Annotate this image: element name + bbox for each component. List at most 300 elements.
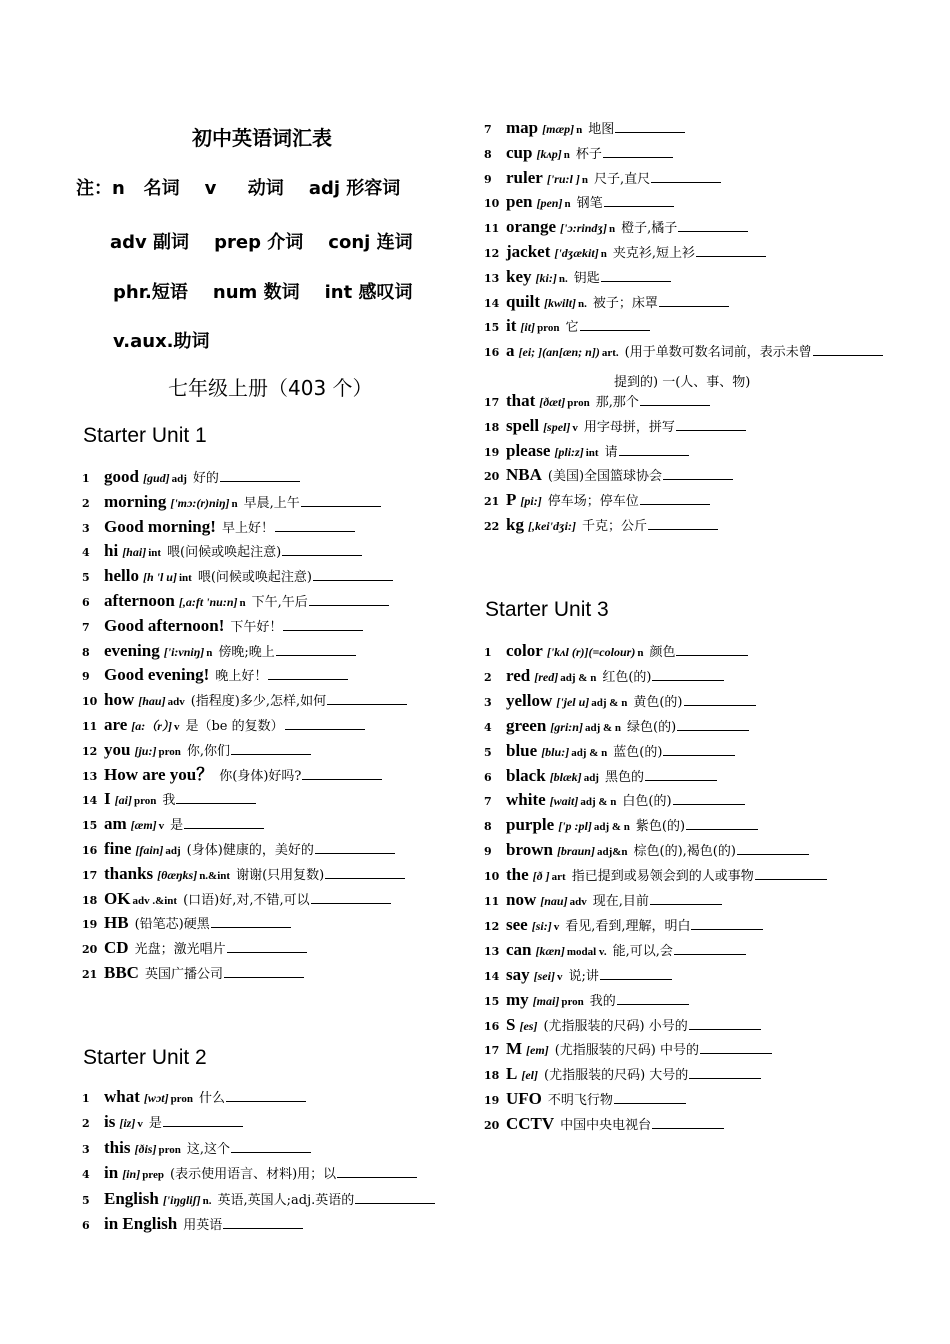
answer-blank[interactable] xyxy=(663,479,733,480)
english-word: this xyxy=(104,1137,131,1157)
answer-blank[interactable] xyxy=(689,1029,761,1030)
answer-blank[interactable] xyxy=(327,704,407,705)
answer-blank[interactable] xyxy=(325,878,405,879)
english-word: CD xyxy=(104,938,129,958)
part-of-speech: adj & n xyxy=(571,746,608,759)
chinese-meaning: (用于单数可数名词前，表示未曾 xyxy=(624,345,812,361)
word-entry xyxy=(82,912,291,936)
chinese-meaning: 你,你们 xyxy=(186,743,231,759)
chinese-meaning: 停车场；停车位 xyxy=(547,494,639,510)
entry-number: 10 xyxy=(484,870,500,884)
answer-blank[interactable] xyxy=(691,929,763,930)
answer-blank[interactable] xyxy=(648,529,718,530)
answer-blank[interactable] xyxy=(268,679,348,680)
entry-number: 4 xyxy=(484,720,492,734)
answer-blank[interactable] xyxy=(652,680,724,681)
chinese-meaning: 早晨,上午 xyxy=(243,495,300,511)
phonetic: [em] xyxy=(526,1043,549,1058)
answer-blank[interactable] xyxy=(615,132,685,133)
word-entry xyxy=(484,415,746,439)
entry-number: 15 xyxy=(484,321,500,335)
entry-number: 1 xyxy=(484,646,492,659)
entry-16-continuation: 提到的) 一(人、事、物) xyxy=(614,375,751,390)
chinese-meaning: 喂(问候或唤起注意) xyxy=(197,570,312,586)
english-word: jacket xyxy=(506,242,551,261)
part-of-speech: n xyxy=(206,646,213,659)
part-of-speech: v xyxy=(173,721,180,733)
word-entry xyxy=(484,216,748,240)
word-entry xyxy=(82,863,405,887)
chinese-meaning: 颜色 xyxy=(649,645,676,660)
english-word: How are you？ xyxy=(104,764,214,784)
chinese-meaning: 橙子,橘子 xyxy=(621,221,678,237)
word-entry xyxy=(82,689,407,713)
chinese-meaning: 用字母拼，拼写 xyxy=(583,419,675,435)
word-entry xyxy=(484,142,673,166)
english-word: orange xyxy=(506,217,557,237)
part-of-speech: adj&n xyxy=(596,846,628,859)
chinese-meaning: (尤指服装的尺码) 小号的 xyxy=(543,1018,688,1034)
answer-blank[interactable] xyxy=(684,705,756,706)
entry-number: 12 xyxy=(82,744,98,758)
answer-blank[interactable] xyxy=(231,1152,311,1153)
english-word: BBC xyxy=(104,963,139,982)
word-list-starter2-part2 xyxy=(484,117,904,547)
answer-blank[interactable] xyxy=(275,531,355,532)
part-of-speech: n xyxy=(576,124,583,136)
word-entry xyxy=(484,914,763,938)
chinese-meaning: 黑色的 xyxy=(604,769,644,785)
word-entry xyxy=(484,1038,772,1062)
answer-blank[interactable] xyxy=(227,952,307,953)
word-entry xyxy=(484,864,827,888)
english-word: how xyxy=(104,690,135,710)
chinese-meaning: 下午,午后 xyxy=(251,595,308,610)
part-of-speech: int xyxy=(148,547,162,560)
word-entry xyxy=(82,1137,311,1161)
answer-blank[interactable] xyxy=(673,804,745,805)
word-entry xyxy=(484,839,809,863)
entry-number: 18 xyxy=(484,420,500,434)
chinese-meaning: 现在,目前 xyxy=(592,894,649,909)
answer-blank[interactable] xyxy=(676,655,748,656)
answer-blank[interactable] xyxy=(650,904,722,905)
entry-number: 12 xyxy=(484,247,500,260)
answer-blank[interactable] xyxy=(659,306,729,307)
chinese-meaning: (口语)好,对,不错,可以 xyxy=(183,892,310,908)
entry-number: 13 xyxy=(484,271,500,285)
answer-blank[interactable] xyxy=(676,430,746,431)
entry-number: 12 xyxy=(484,919,500,933)
chinese-meaning: 尺子,直尺 xyxy=(593,171,651,187)
word-entry xyxy=(484,1063,761,1087)
english-word: purple xyxy=(506,815,555,835)
phonetic: [mæp] xyxy=(542,122,575,136)
entry-number: 4 xyxy=(82,546,90,560)
part-of-speech: pron xyxy=(158,1143,181,1156)
answer-blank[interactable] xyxy=(619,455,689,456)
word-entry xyxy=(82,739,311,763)
chinese-meaning: 看见,看到,理解，明白 xyxy=(565,918,691,934)
entry-number: 19 xyxy=(82,918,98,932)
chinese-meaning: 红色(的) xyxy=(602,669,652,685)
part-of-speech: v xyxy=(553,920,560,933)
entry-number: 9 xyxy=(82,670,90,684)
answer-blank[interactable] xyxy=(755,879,827,880)
chinese-meaning: 是（be 的复数） xyxy=(185,719,284,734)
chinese-meaning: (尤指服装的尺码) 大号的 xyxy=(544,1068,689,1084)
answer-blank[interactable] xyxy=(311,903,391,904)
answer-blank[interactable] xyxy=(652,1128,724,1129)
english-word: brown xyxy=(506,840,553,860)
chinese-meaning: 被子；床罩 xyxy=(592,295,658,311)
chinese-meaning: 指已提到或易领会到的人或事物 xyxy=(571,869,754,885)
phonetic: [wɔt] xyxy=(143,1091,169,1105)
phonetic: [es] xyxy=(519,1018,538,1033)
word-entry xyxy=(484,390,710,414)
part-of-speech: v xyxy=(137,1118,143,1131)
answer-blank[interactable] xyxy=(184,828,264,829)
chinese-meaning: (铅笔芯)硬黑 xyxy=(134,917,210,933)
answer-blank[interactable] xyxy=(677,730,749,731)
answer-blank[interactable] xyxy=(163,1126,243,1127)
entry-number: 5 xyxy=(82,1193,90,1207)
english-word: S xyxy=(506,1014,516,1034)
entry-number: 2 xyxy=(484,670,492,684)
part-of-speech: n.&int xyxy=(199,869,231,882)
part-of-speech: n. xyxy=(558,272,568,285)
english-word: NBA xyxy=(506,465,542,485)
chinese-meaning: 你(身体)好吗? xyxy=(219,768,302,784)
phonetic: [mai] xyxy=(532,993,560,1008)
answer-blank[interactable] xyxy=(302,779,382,780)
answer-blank[interactable] xyxy=(600,979,672,980)
entry-number: 5 xyxy=(82,571,90,585)
entry-number: 21 xyxy=(82,968,98,981)
answer-blank[interactable] xyxy=(226,1101,306,1102)
phonetic: [braun] xyxy=(556,844,595,859)
phonetic: [kʌp] xyxy=(536,146,562,161)
entry-number: 20 xyxy=(484,1119,500,1133)
english-word: in xyxy=(104,1163,119,1183)
entry-number: 20 xyxy=(82,943,98,957)
entry-number: 10 xyxy=(484,197,500,211)
phonetic: [iz] xyxy=(119,1116,136,1131)
answer-blank[interactable] xyxy=(678,231,748,232)
english-word: OK xyxy=(104,888,131,908)
chinese-meaning: 英语,英国人;adj.英语的 xyxy=(217,1192,355,1208)
chinese-meaning: 英国广播公司 xyxy=(144,967,223,982)
entry-number: 19 xyxy=(484,445,500,459)
chinese-meaning: 请 xyxy=(604,444,618,460)
phonetic: [hai] xyxy=(122,545,147,560)
english-word: cup xyxy=(506,142,533,162)
chinese-meaning: 蓝色(的) xyxy=(613,744,663,760)
entry-number: 1 xyxy=(82,1092,90,1105)
english-word: HB xyxy=(104,913,129,933)
english-word: afternoon xyxy=(104,591,175,610)
entry-number: 16 xyxy=(484,346,500,360)
english-word: a xyxy=(506,341,515,361)
entry-number: 2 xyxy=(82,496,90,510)
english-word: green xyxy=(506,715,547,735)
phonetic: ['dʒækit] xyxy=(554,246,599,260)
english-word: CCTV xyxy=(506,1114,555,1134)
entry-number: 2 xyxy=(82,1117,90,1131)
part-of-speech: adj & n xyxy=(593,821,630,834)
entry-number: 6 xyxy=(82,596,90,609)
english-word: English xyxy=(104,1188,159,1208)
part-of-speech: adj & n xyxy=(560,671,597,684)
entry-number: 9 xyxy=(484,172,492,186)
entry-number: 20 xyxy=(484,470,500,484)
part-of-speech: adj xyxy=(165,845,181,857)
entry-number: 16 xyxy=(82,844,98,857)
phonetic: [blu:] xyxy=(541,744,570,759)
phonetic: ['ru:l ] xyxy=(546,171,580,186)
word-entry xyxy=(82,640,356,664)
answer-blank[interactable] xyxy=(580,330,650,331)
answer-blank[interactable] xyxy=(813,355,883,356)
chinese-meaning: 它 xyxy=(565,320,579,336)
answer-blank[interactable] xyxy=(315,853,395,854)
chinese-meaning: 下午好！ xyxy=(230,619,283,635)
part-of-speech: adv xyxy=(167,696,185,709)
chinese-meaning: (尤指服装的尺码) 中号的 xyxy=(554,1043,699,1059)
answer-blank[interactable] xyxy=(285,729,365,730)
entry-number: 14 xyxy=(484,969,500,983)
answer-blank[interactable] xyxy=(276,655,356,656)
word-entry xyxy=(484,640,748,664)
answer-blank[interactable] xyxy=(176,803,256,804)
part-of-speech: v xyxy=(158,820,165,833)
word-entry xyxy=(484,814,758,838)
answer-blank[interactable] xyxy=(696,256,766,257)
phonetic: [pen] xyxy=(536,196,563,211)
word-entry xyxy=(82,788,256,812)
english-word: fine xyxy=(104,839,132,858)
answer-blank[interactable] xyxy=(640,504,710,505)
english-word: UFO xyxy=(506,1089,542,1109)
entry-number: 10 xyxy=(82,695,98,709)
part-of-speech: adj xyxy=(171,473,187,485)
entry-number: 18 xyxy=(82,893,98,907)
phonetic: [blæk] xyxy=(549,769,582,784)
part-of-speech: pron xyxy=(537,322,560,335)
unit-heading-starter2: Starter Unit 2 xyxy=(83,1046,207,1069)
word-entry xyxy=(82,937,307,961)
chinese-meaning: 绿色(的) xyxy=(627,719,677,735)
word-entry xyxy=(484,440,689,464)
english-word: is xyxy=(104,1112,116,1132)
english-word: thanks xyxy=(104,863,154,883)
answer-blank[interactable] xyxy=(674,954,746,955)
answer-blank[interactable] xyxy=(231,754,311,755)
entry-number: 14 xyxy=(484,296,500,310)
entry-number: 7 xyxy=(484,123,492,136)
word-entry xyxy=(484,514,718,538)
entry-number: 21 xyxy=(484,495,500,509)
english-word: blue xyxy=(506,740,538,760)
part-of-speech: n xyxy=(581,173,588,186)
word-list-starter3 xyxy=(484,640,904,1150)
answer-blank[interactable] xyxy=(223,1228,303,1229)
word-entry xyxy=(82,962,304,986)
english-word: ruler xyxy=(506,167,543,187)
english-word: hello xyxy=(104,566,139,586)
chinese-meaning: (表示使用语言、材料)用；以 xyxy=(170,1167,337,1183)
part-of-speech: n. xyxy=(202,1194,212,1207)
chinese-meaning: 棕色(的),褐色(的) xyxy=(633,844,736,860)
word-entry xyxy=(82,466,300,490)
entry-number: 22 xyxy=(484,520,500,533)
entry-number: 17 xyxy=(82,868,98,882)
english-word: the xyxy=(506,865,529,885)
phonetic: [,kei'dʒi:] xyxy=(527,519,576,533)
answer-blank[interactable] xyxy=(686,829,758,830)
answer-blank[interactable] xyxy=(640,405,710,406)
word-entry xyxy=(82,664,348,688)
answer-blank[interactable] xyxy=(700,1053,772,1054)
english-word: Good morning! xyxy=(104,516,216,536)
chinese-meaning: 什么 xyxy=(198,1091,225,1106)
english-word: Good evening! xyxy=(104,665,210,685)
part-of-speech: int xyxy=(178,572,192,585)
chinese-meaning: 说;讲 xyxy=(568,968,599,984)
phonetic: [æm] xyxy=(130,818,157,833)
english-word: what xyxy=(104,1087,140,1106)
word-entry xyxy=(484,117,685,141)
part-of-speech: pron xyxy=(561,995,584,1008)
english-word: evening xyxy=(104,640,160,660)
phonetic: [gri:n] xyxy=(550,719,583,734)
word-entry xyxy=(82,491,381,515)
answer-blank[interactable] xyxy=(224,977,304,978)
chinese-meaning: 是 xyxy=(148,1116,162,1132)
word-entry xyxy=(484,989,689,1013)
phonetic: [kwilt] xyxy=(544,295,577,310)
answer-blank[interactable] xyxy=(663,755,735,756)
chinese-meaning: 千克；公斤 xyxy=(581,519,647,534)
answer-blank[interactable] xyxy=(651,182,721,183)
phonetic: ['ɔ:rindʒ] xyxy=(560,221,608,236)
answer-blank[interactable] xyxy=(220,481,300,482)
phonetic: [ð ] xyxy=(532,869,550,884)
chinese-meaning: 用英语 xyxy=(183,1218,223,1233)
word-entry xyxy=(484,740,735,764)
word-entry xyxy=(82,838,395,862)
phonetic: [in] xyxy=(122,1167,141,1182)
part-of-speech: n xyxy=(609,223,616,236)
english-word: now xyxy=(506,890,537,909)
answer-blank[interactable] xyxy=(617,1004,689,1005)
answer-blank[interactable] xyxy=(645,780,717,781)
answer-blank[interactable] xyxy=(601,281,671,282)
phonetic: [hau] xyxy=(138,694,166,709)
unit-heading-starter1: Starter Unit 1 xyxy=(83,424,207,447)
answer-blank[interactable] xyxy=(211,927,291,928)
answer-blank[interactable] xyxy=(337,1177,417,1178)
answer-blank[interactable] xyxy=(355,1203,435,1204)
word-entry xyxy=(82,1086,306,1110)
phonetic: [fain] xyxy=(135,843,164,857)
chinese-meaning: 我的 xyxy=(589,993,616,1009)
entry-number: 4 xyxy=(82,1168,90,1182)
answer-blank[interactable] xyxy=(309,605,389,606)
phonetic: [it] xyxy=(520,320,536,335)
word-entry xyxy=(82,888,391,912)
english-word: see xyxy=(506,914,528,934)
entry-number: 11 xyxy=(82,720,98,733)
english-word: white xyxy=(506,790,546,810)
answer-blank[interactable] xyxy=(603,157,673,158)
phonetic: [spel] xyxy=(543,419,571,434)
answer-blank[interactable] xyxy=(689,1078,761,1079)
phonetic: [si:] xyxy=(531,918,552,933)
english-word: Good afternoon! xyxy=(104,615,225,635)
word-entry xyxy=(484,464,733,488)
answer-blank[interactable] xyxy=(282,555,362,556)
word-entry xyxy=(484,1113,724,1137)
answer-blank[interactable] xyxy=(313,580,393,581)
word-entry xyxy=(82,540,362,564)
entry-number: 16 xyxy=(484,1019,500,1033)
entry-number: 6 xyxy=(484,770,492,784)
english-word: morning xyxy=(104,491,167,511)
part-of-speech: n xyxy=(637,647,644,659)
phonetic: [ai] xyxy=(114,793,132,808)
english-word: P xyxy=(506,490,517,510)
english-word: yellow xyxy=(506,690,553,710)
chinese-meaning: 黄色(的) xyxy=(633,694,683,710)
chinese-meaning: 杯子 xyxy=(575,146,602,162)
chinese-meaning: 好的 xyxy=(192,471,219,486)
answer-blank[interactable] xyxy=(604,206,674,207)
phonetic: ['i:vniŋ] xyxy=(163,644,205,659)
english-word: map xyxy=(506,118,539,137)
chinese-meaning: 早上好！ xyxy=(221,520,274,536)
entry-number: 6 xyxy=(82,1219,90,1232)
english-word: can xyxy=(506,939,532,959)
part-of-speech: adj & n xyxy=(580,796,617,809)
phonetic: [ðæt] xyxy=(539,395,566,409)
word-entry xyxy=(484,1014,761,1038)
english-word: kg xyxy=(506,515,524,534)
english-word: are xyxy=(104,715,128,734)
entry-number: 3 xyxy=(82,521,90,535)
phonetic: [gud] xyxy=(142,471,170,485)
word-entry xyxy=(82,1162,417,1186)
phonetic: ['jel u] xyxy=(556,694,590,709)
answer-blank[interactable] xyxy=(301,506,381,507)
phonetic: [ɑ:（r）] xyxy=(131,719,172,733)
answer-blank[interactable] xyxy=(614,1103,686,1104)
page-title: 初中英语词汇表 xyxy=(192,126,332,150)
english-word: black xyxy=(506,765,546,785)
part-of-speech: adj & n xyxy=(591,696,628,709)
answer-blank[interactable] xyxy=(737,854,809,855)
english-word: it xyxy=(506,316,517,336)
answer-blank[interactable] xyxy=(283,630,363,631)
word-entry xyxy=(484,167,721,191)
english-word: pen xyxy=(506,192,533,212)
word-entry xyxy=(484,789,745,813)
chinese-meaning: 喂(问候或唤起注意) xyxy=(167,545,282,561)
part-of-speech: n xyxy=(600,248,607,260)
word-entry xyxy=(484,241,766,265)
chinese-meaning: 钢笔 xyxy=(576,196,603,212)
phonetic: [ei; ](an[æn; n]) xyxy=(518,345,600,360)
